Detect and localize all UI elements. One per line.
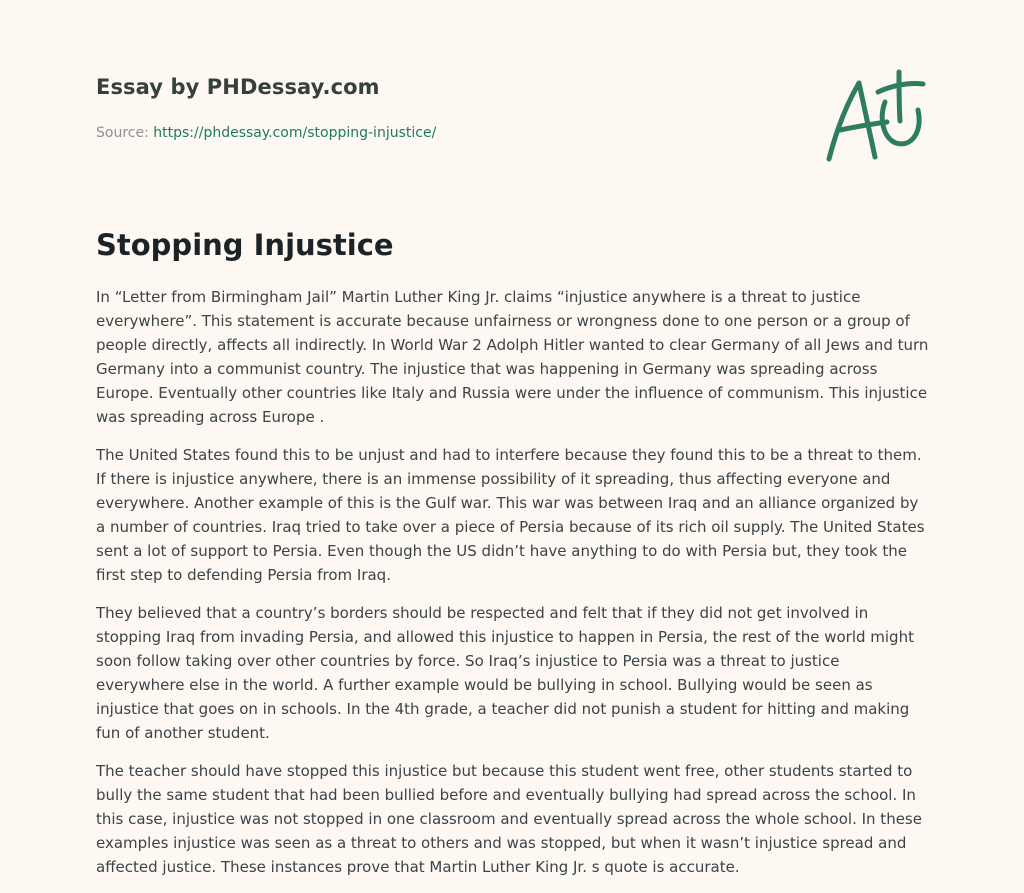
essay-paragraph: They believed that a country’s borders should be respected and felt that if they did not get involved in stopping Iraq from invading Persia, and allowed this injustice to happen in Persia, the rest of the world might soon follow taking over other countries by force. So Iraq’s injustice to Persia was a threat to justice everywhere else in the world. A further example would be bullying in school. Bullying would be seen as injustice that goes on in schools. In the 4th grade, a teacher did not punish a student for hitting and making fun of another student. (96, 604, 914, 742)
essay-paragraph: The teacher should have stopped this injustice but because this student went free, other students started to bully the same student that had been bullied before and eventually bullying had spread across the school. In this case, injustice was not stopped in one classroom and eventually spread across the whole school. In these examples injustice was seen as a threat to others and was stopped, but when it wasn’t injustice spread and affected justice. These instances prove that Martin Luther King Jr. s quote is accurate. (96, 762, 922, 876)
source-line (96, 125, 436, 141)
essay-paragraph: The United States found this to be unjust and had to interfere because they found this to be a threat to them. If there is injustice anywhere, there is an immense possibility of it spreading, thus affecting everyone and everywhere. Another example of this is the Gulf war. This war was between Iraq and an alliance organized by a number of countries. Iraq tried to take over a piece of Persia because of its rich oil supply. The United States sent a lot of support to Persia. Even though the US didn’t have anything to do with Persia but, they took the first step to defending Persia from Iraq. (96, 446, 925, 584)
a-plus-grade-icon (822, 68, 926, 164)
essay-paragraph: In “Letter from Birmingham Jail” Martin Luther King Jr. claims “injustice anywhere is a threat to justice everywhere”. This statement is accurate because unfairness or wrongness done to one person or a group of people directly, affects all indirectly. In World War 2 Adolph Hitler wanted to clear Germany of all Jews and turn Germany into a communist country. The injustice that was happening in Germany was spreading across Europe. Eventually other countries like Italy and Russia were under the influence of communism. This injustice was spreading across Europe . (96, 288, 929, 426)
letter-a-left-stroke (829, 83, 859, 159)
letter-a-crossbar (840, 122, 887, 130)
essay-article (96, 226, 930, 893)
essay-body (96, 285, 930, 879)
site-title: Essay by PHDessay.com (96, 75, 380, 99)
source-label: Source: (96, 125, 154, 141)
essay-title: Stopping Injustice (96, 228, 394, 262)
letter-a-right-stroke (859, 83, 875, 157)
source-link[interactable]: https://phdessay.com/stopping-injustice/ (153, 125, 437, 141)
plus-vertical-stroke (899, 72, 900, 121)
essay-header (96, 75, 696, 141)
